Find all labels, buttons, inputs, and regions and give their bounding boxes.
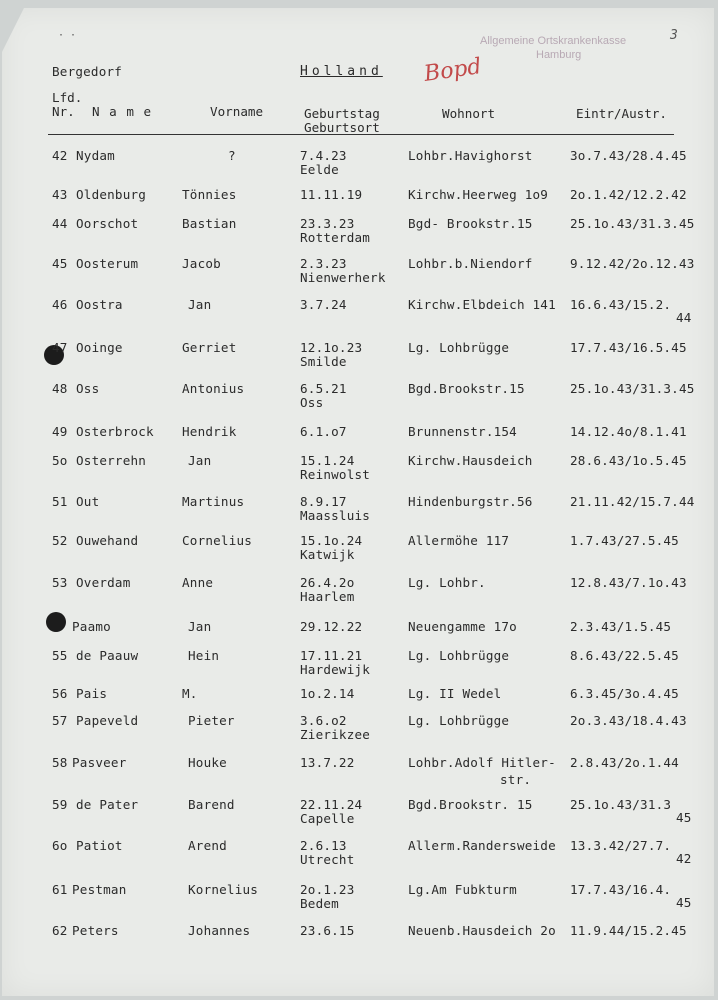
row-surname: Pestman (72, 882, 127, 897)
row-birth-date: 22.11.24 (300, 797, 363, 812)
header-eintr-austr: Eintr/Austr. (576, 106, 667, 121)
row-vorname: Arend (188, 838, 227, 853)
row-eintr-austr: 28.6.43/1o.5.45 (570, 453, 687, 468)
row-wohnort: Lg. Lohbrügge (408, 340, 510, 355)
row-vorname: Tönnies (182, 187, 237, 202)
row-eintr-austr: 11.9.44/15.2.45 (570, 923, 687, 938)
row-surname: Ouwehand (76, 533, 139, 548)
row-eintr-austr: 17.7.43/16.5.45 (570, 340, 687, 355)
header-geburtstag: Geburtstag (304, 106, 380, 121)
row-wohnort: Neuengamme 17o (408, 619, 517, 634)
row-eintr-austr-cont: 45 (676, 895, 692, 910)
row-surname: Pasveer (72, 755, 127, 770)
row-eintr-austr: 17.7.43/16.4. (570, 882, 672, 897)
handwritten-signature: Bopd (422, 54, 484, 87)
row-vorname: Jacob (182, 256, 221, 271)
institution-stamp (480, 34, 680, 62)
row-wohnort: Hindenburgstr.56 (408, 494, 533, 509)
row-surname: Oss (76, 381, 100, 396)
row-vorname: Martinus (182, 494, 245, 509)
row-surname: Patiot (76, 838, 123, 853)
row-birth-date: 8.9.17 (300, 494, 347, 509)
row-birth-date: 6.1.o7 (300, 424, 347, 439)
row-number: 42 (52, 148, 68, 163)
row-surname: Papeveld (76, 713, 139, 728)
row-birth-place: Utrecht (300, 852, 355, 867)
row-surname: Nydam (76, 148, 115, 163)
row-birth-date: 15.1o.24 (300, 533, 363, 548)
row-vorname: Jan (188, 297, 212, 312)
row-birth-place: Maassluis (300, 508, 371, 523)
page-number: 3 (670, 28, 678, 43)
row-birth-place: Reinwolst (300, 467, 371, 482)
row-vorname: M. (182, 686, 198, 701)
row-surname: Pais (76, 686, 108, 701)
row-wohnort: Lohbr.Havighorst (408, 148, 533, 163)
row-number: 47 (52, 340, 68, 355)
row-eintr-austr: 2.3.43/1.5.45 (570, 619, 672, 634)
row-number: 51 (52, 494, 68, 509)
row-wohnort: Lg.Am Fubkturm (408, 882, 517, 897)
row-birth-date: 6.5.21 (300, 381, 347, 396)
row-vorname: Antonius (182, 381, 245, 396)
row-birth-date: 29.12.22 (300, 619, 363, 634)
row-birth-place: Capelle (300, 811, 355, 826)
row-eintr-austr: 8.6.43/22.5.45 (570, 648, 679, 663)
row-birth-place: Oss (300, 395, 324, 410)
row-vorname: Jan (188, 453, 212, 468)
row-birth-date: 11.11.19 (300, 187, 363, 202)
row-number: 56 (52, 686, 68, 701)
row-birth-place: Zierikzee (300, 727, 371, 742)
row-number: 44 (52, 216, 68, 231)
row-vorname: Hein (188, 648, 220, 663)
header-geburtsort: Geburtsort (304, 120, 380, 135)
header-nr: Nr. (52, 104, 75, 119)
row-number: 52 (52, 533, 68, 548)
stamp-line-1: Allgemeine Ortskrankenkasse (480, 35, 627, 47)
row-surname: Out (76, 494, 100, 509)
row-wohnort: Lg. II Wedel (408, 686, 502, 701)
row-number: 6o (52, 838, 68, 853)
row-surname: Oldenburg (76, 187, 147, 202)
row-wohnort: Lohbr.Adolf Hitler- (408, 755, 556, 770)
row-wohnort: Kirchw.Elbdeich 141 (408, 297, 556, 312)
row-vorname: Kornelius (188, 882, 259, 897)
row-wohnort: Allerm.Randersweide (408, 838, 556, 853)
row-number: 57 (52, 713, 68, 728)
row-surname: de Paauw (76, 648, 139, 663)
row-birth-date: 2.3.23 (300, 256, 347, 271)
row-birth-date: 3.6.o2 (300, 713, 347, 728)
row-surname: Paamo (72, 619, 111, 634)
row-wohnort: Neuenb.Hausdeich 2o (408, 923, 556, 938)
row-birth-date: 1o.2.14 (300, 686, 355, 701)
row-birth-place: Nienwerherk (300, 270, 386, 285)
row-vorname: Gerriet (182, 340, 237, 355)
row-wohnort: Lg. Lohbr. (408, 575, 486, 590)
punch-hole (46, 612, 66, 632)
row-eintr-austr: 14.12.4o/8.1.41 (570, 424, 687, 439)
row-birth-place: Haarlem (300, 589, 355, 604)
row-vorname: Barend (188, 797, 235, 812)
row-eintr-austr: 25.1o.43/31.3.45 (570, 216, 695, 231)
row-wohnort: Kirchw.Hausdeich (408, 453, 533, 468)
row-number: 48 (52, 381, 68, 396)
row-wohnort: Bgd.Brookstr.15 (408, 381, 525, 396)
row-birth-date: 17.11.21 (300, 648, 363, 663)
row-birth-place: Bedem (300, 896, 339, 911)
row-surname: Osterbrock (76, 424, 154, 439)
row-number: 49 (52, 424, 68, 439)
row-birth-date: 2o.1.23 (300, 882, 355, 897)
row-wohnort: Bgd.Brookstr. 15 (408, 797, 533, 812)
row-number: 55 (52, 648, 68, 663)
row-birth-place: Hardewijk (300, 662, 371, 677)
row-number: 46 (52, 297, 68, 312)
row-surname: de Pater (76, 797, 139, 812)
row-wohnort: Brunnenstr.154 (408, 424, 517, 439)
row-wohnort: Lg. Lohbrügge (408, 648, 510, 663)
row-vorname: Hendrik (182, 424, 237, 439)
row-surname: Oosterum (76, 256, 139, 271)
row-wohnort: Bgd- Brookstr.15 (408, 216, 533, 231)
row-vorname: ? (228, 148, 236, 163)
row-birth-place: Smilde (300, 354, 347, 369)
row-vorname: Bastian (182, 216, 237, 231)
row-wohnort: Lg. Lohbrügge (408, 713, 510, 728)
header-lfd: Lfd. (52, 90, 83, 105)
row-surname: Oostra (76, 297, 123, 312)
row-eintr-austr: 3o.7.43/28.4.45 (570, 148, 687, 163)
row-surname: Peters (72, 923, 119, 938)
row-vorname: Johannes (188, 923, 251, 938)
header-vorname: Vorname (210, 104, 264, 119)
stamp-line-2: Hamburg (536, 49, 582, 61)
row-number: 5o (52, 453, 68, 468)
row-eintr-austr: 21.11.42/15.7.44 (570, 494, 695, 509)
row-eintr-austr: 25.1o.43/31.3 (570, 797, 672, 812)
row-eintr-austr: 1.7.43/27.5.45 (570, 533, 679, 548)
row-surname: Ooinge (76, 340, 123, 355)
margin-marks: · · (58, 30, 77, 41)
row-birth-date: 3.7.24 (300, 297, 347, 312)
row-number: 62 (52, 923, 68, 938)
row-vorname: Cornelius (182, 533, 253, 548)
row-birth-place: Eelde (300, 162, 339, 177)
header-rule (48, 134, 674, 135)
row-number: 53 (52, 575, 68, 590)
row-vorname: Pieter (188, 713, 235, 728)
row-number: 43 (52, 187, 68, 202)
row-wohnort: Kirchw.Heerweg 1o9 (408, 187, 549, 202)
row-birth-place: Katwijk (300, 547, 355, 562)
row-birth-date: 15.1.24 (300, 453, 355, 468)
folded-corner (2, 8, 24, 52)
row-vorname: Jan (188, 619, 212, 634)
row-wohnort-cont: str. (500, 772, 532, 787)
row-eintr-austr-cont: 42 (676, 851, 692, 866)
row-eintr-austr: 25.1o.43/31.3.45 (570, 381, 695, 396)
row-eintr-austr: 2.8.43/2o.1.44 (570, 755, 679, 770)
row-birth-date: 2.6.13 (300, 838, 347, 853)
row-birth-date: 26.4.2o (300, 575, 355, 590)
row-eintr-austr: 13.3.42/27.7. (570, 838, 672, 853)
row-birth-date: 23.6.15 (300, 923, 355, 938)
row-birth-date: 7.4.23 (300, 148, 347, 163)
row-birth-date: 23.3.23 (300, 216, 355, 231)
header-name: N a m e (92, 104, 153, 119)
row-birth-date: 13.7.22 (300, 755, 355, 770)
row-eintr-austr: 2o.3.43/18.4.43 (570, 713, 687, 728)
header-wohnort: Wohnort (442, 106, 496, 121)
row-eintr-austr: 9.12.42/2o.12.43 (570, 256, 695, 271)
row-birth-date: 12.1o.23 (300, 340, 363, 355)
place-name: Bergedorf (52, 64, 123, 79)
row-surname: Oorschot (76, 216, 139, 231)
row-surname: Overdam (76, 575, 131, 590)
row-eintr-austr: 12.8.43/7.1o.43 (570, 575, 687, 590)
row-eintr-austr: 6.3.45/3o.4.45 (570, 686, 679, 701)
row-vorname: Houke (188, 755, 227, 770)
row-eintr-austr: 16.6.43/15.2. (570, 297, 672, 312)
row-vorname: Anne (182, 575, 214, 590)
row-number: 45 (52, 256, 68, 271)
row-eintr-austr-cont: 44 (676, 310, 692, 325)
row-eintr-austr: 2o.1.42/12.2.42 (570, 187, 687, 202)
row-number: 58 (52, 755, 68, 770)
row-surname: Osterrehn (76, 453, 147, 468)
row-number: 59 (52, 797, 68, 812)
row-wohnort: Lohbr.b.Niendorf (408, 256, 533, 271)
row-wohnort: Allermöhe 117 (408, 533, 510, 548)
country-title: Holland (300, 64, 383, 79)
row-eintr-austr-cont: 45 (676, 810, 692, 825)
row-birth-place: Rotterdam (300, 230, 371, 245)
row-number: 61 (52, 882, 68, 897)
